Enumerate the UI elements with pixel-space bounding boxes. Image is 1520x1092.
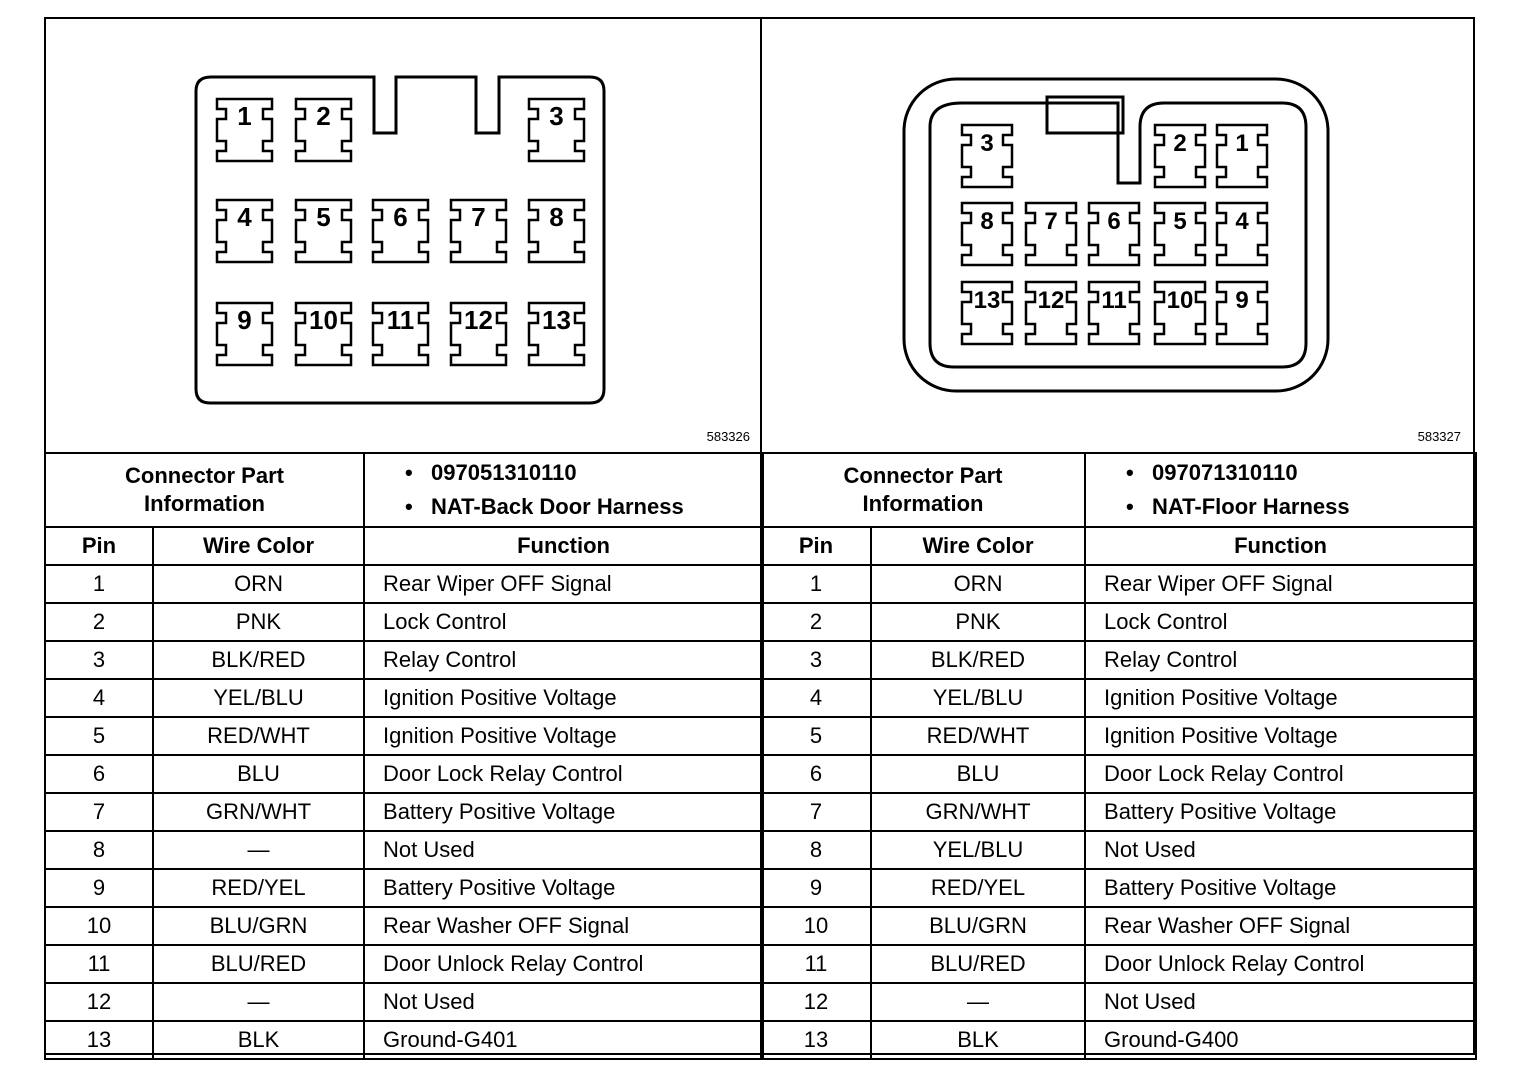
wire-color-cell: BLU/RED bbox=[153, 945, 364, 983]
wire-color-cell: RED/YEL bbox=[153, 869, 364, 907]
terminal-pin-11 bbox=[1089, 282, 1139, 344]
terminal-pin-12 bbox=[451, 303, 506, 365]
wire-color-cell: BLU/RED bbox=[871, 945, 1085, 983]
terminal-pin-8 bbox=[962, 203, 1012, 265]
table-row bbox=[45, 603, 763, 641]
part-number: • 097051310110 bbox=[405, 456, 762, 490]
terminal-number: 2 bbox=[1173, 130, 1187, 157]
pin-cell: 12 bbox=[761, 983, 871, 1021]
pin-cell: 13 bbox=[761, 1021, 871, 1059]
wire-color-cell: BLK/RED bbox=[871, 641, 1085, 679]
pin-cell: 10 bbox=[761, 907, 871, 945]
terminal-pin-8 bbox=[529, 200, 584, 262]
terminal-pin-11 bbox=[373, 303, 428, 365]
terminal-number: 11 bbox=[386, 305, 415, 335]
function-cell: Door Unlock Relay Control bbox=[1085, 945, 1476, 983]
terminal-number: 4 bbox=[1235, 208, 1249, 235]
terminal-number: 2 bbox=[316, 101, 331, 131]
terminal-pin-5 bbox=[296, 200, 351, 262]
connector-part-info-label: Connector Part Information bbox=[761, 453, 1085, 527]
table-header bbox=[45, 527, 763, 565]
pin-cell: 5 bbox=[45, 717, 153, 755]
pin-cell: 9 bbox=[761, 869, 871, 907]
terminal-pin-3 bbox=[529, 99, 584, 161]
terminal-pin-10 bbox=[1155, 282, 1205, 344]
table-header bbox=[761, 527, 1476, 565]
terminal-number: 3 bbox=[980, 130, 994, 157]
terminal-pin-13 bbox=[962, 282, 1012, 344]
terminal-number: 1 bbox=[237, 101, 252, 131]
pin-cell: 4 bbox=[761, 679, 871, 717]
function-header: Function bbox=[1085, 527, 1476, 565]
terminal-number: 13 bbox=[973, 287, 1001, 314]
back-door-connector-diagram bbox=[44, 17, 762, 454]
wire-color-cell: GRN/WHT bbox=[871, 793, 1085, 831]
pin-cell: 8 bbox=[45, 831, 153, 869]
table-row bbox=[45, 565, 763, 603]
table-row bbox=[761, 679, 1476, 717]
pin-cell: 6 bbox=[761, 755, 871, 793]
table-row bbox=[761, 793, 1476, 831]
wire-color-cell: ORN bbox=[871, 565, 1085, 603]
function-cell: Relay Control bbox=[1085, 641, 1476, 679]
table-row bbox=[761, 945, 1476, 983]
pin-cell: 11 bbox=[45, 945, 153, 983]
terminal-pin-5 bbox=[1155, 203, 1205, 265]
terminal-number: 13 bbox=[542, 305, 571, 335]
table-row bbox=[45, 983, 763, 1021]
terminal-pin-7 bbox=[451, 200, 506, 262]
terminal-number: 11 bbox=[1101, 287, 1127, 314]
harness-name: • NAT-Back Door Harness bbox=[405, 490, 762, 524]
terminal-number: 10 bbox=[309, 305, 338, 335]
table-row bbox=[45, 945, 763, 983]
back-door-connector-face bbox=[44, 17, 762, 454]
function-cell: Not Used bbox=[1085, 831, 1476, 869]
wire-color-cell: BLK/RED bbox=[153, 641, 364, 679]
connector-part-info-label: Connector Part Information bbox=[45, 453, 364, 527]
function-cell: Door Lock Relay Control bbox=[1085, 755, 1476, 793]
function-cell: Battery Positive Voltage bbox=[1085, 869, 1476, 907]
wire-color-cell: BLU/GRN bbox=[871, 907, 1085, 945]
connector-info-row bbox=[45, 453, 763, 527]
terminal-number: 4 bbox=[237, 202, 252, 232]
harness-name: • NAT-Floor Harness bbox=[1126, 490, 1475, 524]
function-cell: Door Unlock Relay Control bbox=[364, 945, 763, 983]
pin-cell: 11 bbox=[761, 945, 871, 983]
terminal-pin-7 bbox=[1026, 203, 1076, 265]
terminal-number: 9 bbox=[1235, 287, 1249, 314]
terminal-pin-2 bbox=[1155, 125, 1205, 187]
table-row bbox=[761, 717, 1476, 755]
function-cell: Rear Wiper OFF Signal bbox=[1085, 565, 1476, 603]
pin-cell: 13 bbox=[45, 1021, 153, 1059]
wire-color-cell: BLK bbox=[153, 1021, 364, 1059]
wire-color-cell: YEL/BLU bbox=[871, 831, 1085, 869]
table-row bbox=[45, 831, 763, 869]
pin-cell: 7 bbox=[45, 793, 153, 831]
terminal-number: 8 bbox=[980, 208, 994, 235]
wire-color-cell: YEL/BLU bbox=[871, 679, 1085, 717]
terminal-number: 5 bbox=[1173, 208, 1187, 235]
pin-cell: 3 bbox=[761, 641, 871, 679]
pin-header: Pin bbox=[761, 527, 871, 565]
wire-color-cell: ORN bbox=[153, 565, 364, 603]
terminal-pin-3 bbox=[962, 125, 1012, 187]
wire-color-cell: RED/WHT bbox=[153, 717, 364, 755]
terminal-number: 6 bbox=[393, 202, 408, 232]
connector-housing-outline bbox=[196, 77, 604, 403]
table-row bbox=[761, 1021, 1476, 1059]
pin-cell: 8 bbox=[761, 831, 871, 869]
terminal-pin-4 bbox=[217, 200, 272, 262]
pin-cell: 5 bbox=[761, 717, 871, 755]
terminal-pin-9 bbox=[217, 303, 272, 365]
terminal-pin-6 bbox=[373, 200, 428, 262]
terminal-pin-6 bbox=[1089, 203, 1139, 265]
pin-cell: 3 bbox=[45, 641, 153, 679]
terminal-pin-13 bbox=[529, 303, 584, 365]
table-row bbox=[45, 907, 763, 945]
wire-color-cell: YEL/BLU bbox=[153, 679, 364, 717]
table-row bbox=[761, 603, 1476, 641]
pin-cell: 10 bbox=[45, 907, 153, 945]
back-door-connector-table bbox=[44, 452, 764, 1060]
terminal-pin-1 bbox=[217, 99, 272, 161]
wire-color-cell: RED/WHT bbox=[871, 717, 1085, 755]
wire-color-cell: BLK bbox=[871, 1021, 1085, 1059]
function-cell: Battery Positive Voltage bbox=[364, 869, 763, 907]
terminal-number: 6 bbox=[1107, 208, 1121, 235]
function-cell: Door Lock Relay Control bbox=[364, 755, 763, 793]
connector-part-details bbox=[1085, 453, 1476, 527]
function-cell: Battery Positive Voltage bbox=[364, 793, 763, 831]
function-cell: Not Used bbox=[1085, 983, 1476, 1021]
table-row bbox=[45, 641, 763, 679]
pin-cell: 1 bbox=[761, 565, 871, 603]
pin-cell: 1 bbox=[45, 565, 153, 603]
floor-connector-table bbox=[760, 452, 1477, 1060]
connector-part-details bbox=[364, 453, 763, 527]
floor-connector-diagram bbox=[762, 17, 1475, 454]
terminal-pin-10 bbox=[296, 303, 351, 365]
pin-cell: 7 bbox=[761, 793, 871, 831]
table-row bbox=[761, 907, 1476, 945]
floor-connector-face bbox=[762, 17, 1475, 454]
wire-color-cell: RED/YEL bbox=[871, 869, 1085, 907]
terminal-number: 9 bbox=[237, 305, 252, 335]
terminal-number: 7 bbox=[471, 202, 486, 232]
pin-cell: 9 bbox=[45, 869, 153, 907]
table-row bbox=[761, 755, 1476, 793]
function-cell: Battery Positive Voltage bbox=[1085, 793, 1476, 831]
terminal-number: 7 bbox=[1044, 208, 1058, 235]
function-cell: Ignition Positive Voltage bbox=[1085, 679, 1476, 717]
table-row bbox=[45, 1021, 763, 1059]
wire-color-cell: BLU bbox=[871, 755, 1085, 793]
pin-cell: 6 bbox=[45, 755, 153, 793]
table-row bbox=[45, 755, 763, 793]
wire-color-cell: — bbox=[153, 831, 364, 869]
terminal-pin-9 bbox=[1217, 282, 1267, 344]
function-cell: Not Used bbox=[364, 983, 763, 1021]
pin-header: Pin bbox=[45, 527, 153, 565]
wire-color-header: Wire Color bbox=[871, 527, 1085, 565]
pin-cell: 12 bbox=[45, 983, 153, 1021]
terminal-pin-12 bbox=[1026, 282, 1076, 344]
part-number: • 097071310110 bbox=[1126, 456, 1475, 490]
function-header: Function bbox=[364, 527, 763, 565]
wire-color-cell: — bbox=[871, 983, 1085, 1021]
wire-color-cell: PNK bbox=[871, 603, 1085, 641]
pin-cell: 4 bbox=[45, 679, 153, 717]
connector-info-row bbox=[761, 453, 1476, 527]
pin-cell: 2 bbox=[45, 603, 153, 641]
wire-color-cell: BLU/GRN bbox=[153, 907, 364, 945]
terminal-number: 8 bbox=[549, 202, 564, 232]
function-cell: Ignition Positive Voltage bbox=[364, 679, 763, 717]
table-row bbox=[45, 793, 763, 831]
terminal-number: 3 bbox=[549, 101, 564, 131]
table-row bbox=[761, 869, 1476, 907]
function-cell: Rear Washer OFF Signal bbox=[364, 907, 763, 945]
wire-color-cell: BLU bbox=[153, 755, 364, 793]
terminal-number: 1 bbox=[1235, 130, 1249, 157]
wire-color-cell: GRN/WHT bbox=[153, 793, 364, 831]
terminal-pin-1 bbox=[1217, 125, 1267, 187]
wire-color-header: Wire Color bbox=[153, 527, 364, 565]
table-row bbox=[45, 869, 763, 907]
function-cell: Ground-G400 bbox=[1085, 1021, 1476, 1059]
terminal-number: 5 bbox=[316, 202, 331, 232]
table-row bbox=[761, 565, 1476, 603]
wire-color-cell: PNK bbox=[153, 603, 364, 641]
function-cell: Rear Wiper OFF Signal bbox=[364, 565, 763, 603]
terminal-number: 12 bbox=[464, 305, 493, 335]
table-row bbox=[761, 831, 1476, 869]
terminal-pin-4 bbox=[1217, 203, 1267, 265]
function-cell: Lock Control bbox=[1085, 603, 1476, 641]
table-row bbox=[45, 717, 763, 755]
wire-color-cell: — bbox=[153, 983, 364, 1021]
table-row bbox=[761, 983, 1476, 1021]
function-cell: Not Used bbox=[364, 831, 763, 869]
figure-number: 583327 bbox=[1417, 429, 1461, 444]
function-cell: Ignition Positive Voltage bbox=[1085, 717, 1476, 755]
pin-cell: 2 bbox=[761, 603, 871, 641]
function-cell: Lock Control bbox=[364, 603, 763, 641]
table-row bbox=[45, 679, 763, 717]
function-cell: Ground-G401 bbox=[364, 1021, 763, 1059]
terminal-number: 12 bbox=[1037, 287, 1065, 314]
function-cell: Rear Washer OFF Signal bbox=[1085, 907, 1476, 945]
terminal-pin-2 bbox=[296, 99, 351, 161]
figure-number: 583326 bbox=[706, 429, 750, 444]
table-row bbox=[761, 641, 1476, 679]
function-cell: Relay Control bbox=[364, 641, 763, 679]
terminal-number: 10 bbox=[1166, 287, 1194, 314]
function-cell: Ignition Positive Voltage bbox=[364, 717, 763, 755]
